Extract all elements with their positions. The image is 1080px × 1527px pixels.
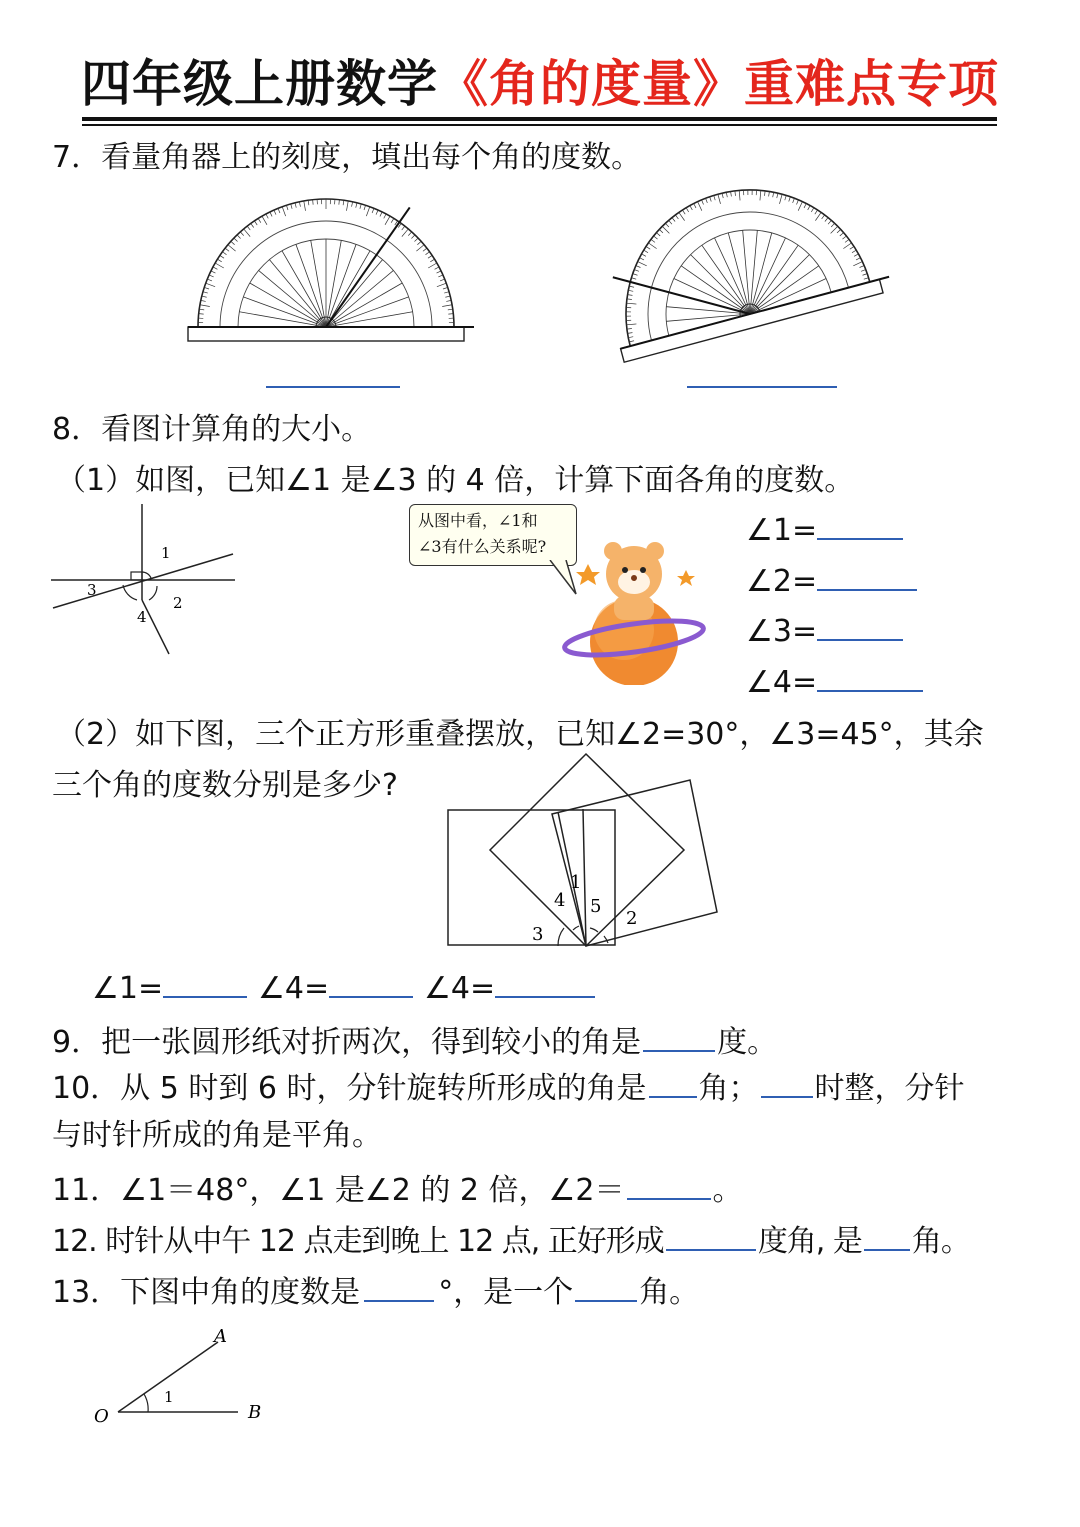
answer-angle-4: ∠4= (746, 660, 923, 703)
answer-blank-12a[interactable] (666, 1219, 756, 1251)
fig3-label-b: B (248, 1402, 262, 1423)
fig2-label-1: 1 (570, 872, 582, 893)
answer-blank-11[interactable] (627, 1168, 711, 1200)
question-8-part1: （1）如图，已知∠1 是∠3 的 4 倍，计算下面各角的度数。 (56, 463, 855, 498)
answer-blank-10a[interactable] (649, 1066, 697, 1098)
question-7: 7．看量角器上的刻度，填出每个角的度数。 (52, 140, 642, 175)
protractor-right (600, 176, 900, 386)
question-8: 8．看图计算角的大小。 (52, 412, 372, 447)
answer-blank-angle-1[interactable] (817, 508, 903, 540)
answer-blank-7b[interactable] (687, 386, 837, 388)
answer2-angle-4b: ∠4= (424, 966, 595, 1009)
answer2-blank-2[interactable] (329, 966, 413, 998)
bubble-line-1: 从图中看，∠1和 (418, 511, 538, 530)
answer-blank-angle-2[interactable] (817, 559, 917, 591)
answer-angle-3: ∠3= (746, 609, 903, 652)
fig3-label-a: A (214, 1326, 227, 1347)
answer-blank-9[interactable] (643, 1020, 715, 1052)
figure-angles-1 (45, 500, 245, 660)
title-rule-thick (82, 117, 997, 121)
answer-blank-7a[interactable] (266, 386, 400, 388)
page-title (0, 52, 1080, 116)
answer2-blank-3[interactable] (495, 966, 595, 998)
question-8-part2-line1: （2）如下图，三个正方形重叠摆放，已知∠2=30°，∠3=45°，其余 (56, 717, 984, 752)
question-9: 9．把一张圆形纸对折两次，得到较小的角是 度。 (52, 1020, 777, 1063)
protractor-left (180, 190, 480, 350)
fig2-label-5: 5 (590, 896, 602, 917)
title-main: 四年级上册数学 (81, 55, 438, 113)
question-8-part2-line2: 三个角的度数分别是多少? (52, 768, 398, 803)
figure-three-squares (440, 750, 730, 955)
bubble-line-2: ∠3有什么关系呢? (418, 537, 547, 556)
fig1-label-2: 2 (173, 594, 183, 612)
answer-blank-angle-4[interactable] (817, 660, 923, 692)
fig2-label-2: 2 (626, 908, 638, 929)
fig2-label-4: 4 (554, 890, 566, 911)
title-rule-thin (82, 124, 997, 126)
title-topic: 《角的度量》重难点专项 (438, 55, 999, 113)
answer2-angle-1: ∠1= (92, 966, 247, 1009)
fig2-label-3: 3 (532, 924, 544, 945)
figure-angle-aob (88, 1320, 278, 1430)
answer-blank-12b[interactable] (864, 1219, 910, 1251)
answer2-angle-4a: ∠4= (258, 966, 413, 1009)
fig1-label-4: 4 (137, 608, 147, 626)
question-12: 12. 时针从中午 12 点走到晚上 12 点, 正好形成 度角, 是 角。 (52, 1219, 970, 1262)
fig3-label-1: 1 (164, 1388, 174, 1406)
bear-planet-illustration (560, 530, 710, 685)
question-13: 13．下图中角的度数是 °，是一个 角。 (52, 1270, 699, 1313)
fig1-label-1: 1 (161, 544, 171, 562)
question-10: 10．从 5 时到 6 时，分针旋转所形成的角是 角； 时整，分针 (52, 1066, 965, 1109)
answer-angle-2: ∠2= (746, 559, 917, 602)
fig3-label-o: O (94, 1406, 109, 1427)
answer-blank-10b[interactable] (761, 1066, 813, 1098)
question-11: 11．∠1＝48°，∠1 是∠2 的 2 倍，∠2＝ 。 (52, 1168, 743, 1211)
answer-blank-angle-3[interactable] (817, 609, 903, 641)
answer2-blank-1[interactable] (163, 966, 247, 998)
answer-angle-1: ∠1= (746, 508, 903, 551)
question-10-line2: 与时针所成的角是平角。 (52, 1118, 382, 1153)
answer-blank-13b[interactable] (575, 1270, 637, 1302)
speech-bubble (409, 504, 577, 566)
fig1-label-3: 3 (87, 581, 97, 599)
answer-blank-13a[interactable] (364, 1270, 434, 1302)
